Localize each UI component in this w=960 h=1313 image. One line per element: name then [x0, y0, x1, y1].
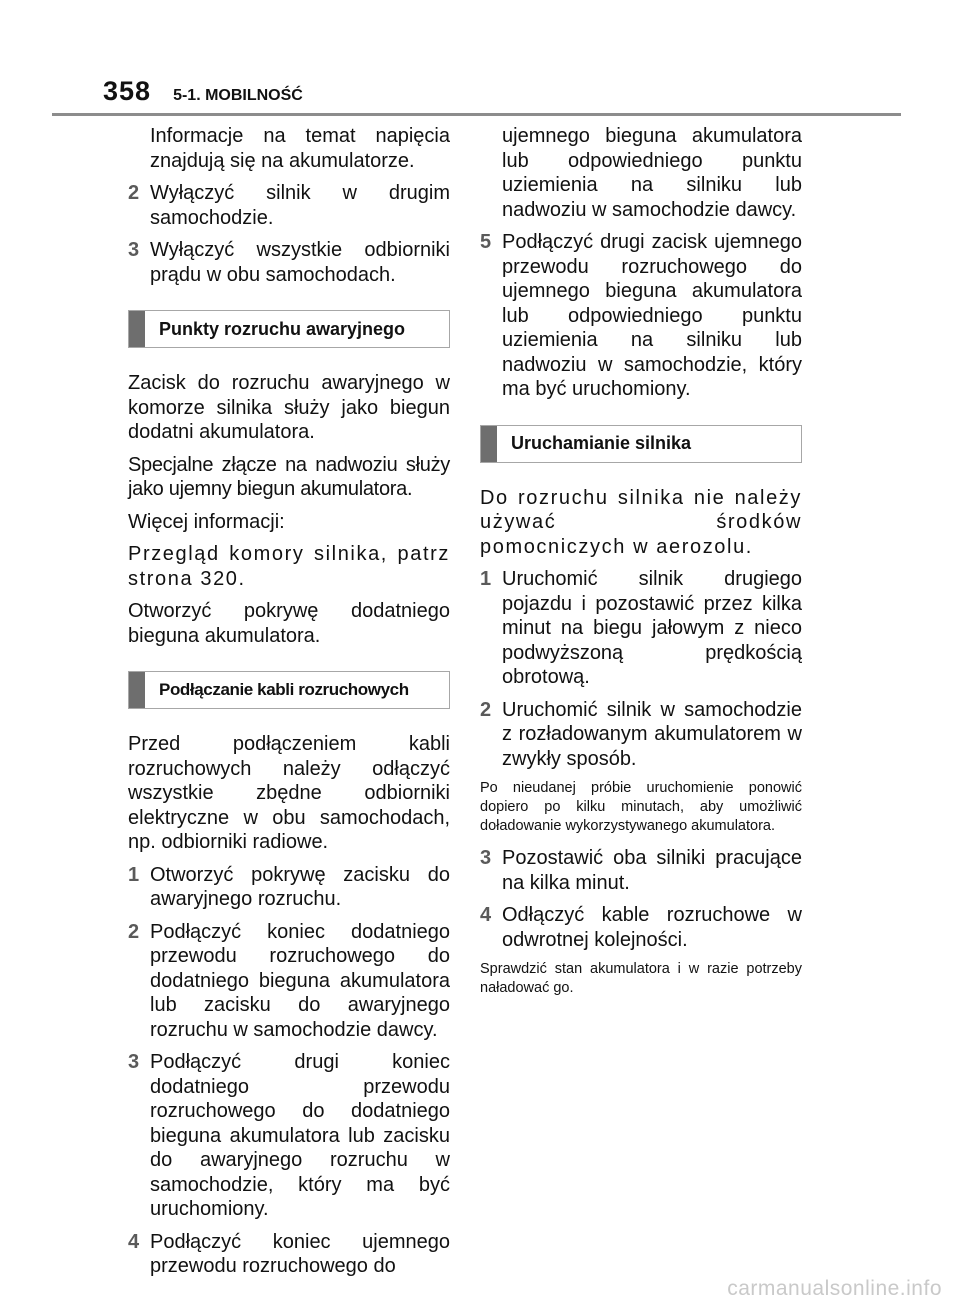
heading-marker-bar — [129, 672, 145, 708]
step-item — [128, 1230, 450, 1279]
step-text: Podłączyć drugi zacisk ujemnego przewodu rozruchowego do ujemnego bieguna akumulatora lub odpowiedniego punktu uziemienia na silniku lub nadwoziu w samochodzie, który ma być uruchomiony. — [502, 231, 802, 400]
header-rule — [52, 113, 901, 116]
step-continuation: ujemnego bieguna akumulatora lub odpowiedniego punktu uziemienia na silniku lub nadwoziu w samochodzie dawcy. — [502, 125, 802, 221]
step-item — [128, 920, 450, 1043]
step-text: Pozostawić oba silniki pracujące na kilka minut. — [502, 847, 802, 894]
step-number: 4 — [128, 1230, 140, 1253]
step-number: 2 — [128, 920, 140, 943]
paragraph: Zacisk do rozruchu awaryjnego w komorze silnika służy jako biegun dodatni akumulatora. — [128, 372, 450, 443]
step-text: Podłączyć koniec ujemnego przewodu rozruchowego do — [150, 1230, 450, 1277]
page-number: 358 — [103, 76, 152, 106]
section-heading: Uruchamianie silnika — [511, 433, 692, 453]
step-item — [480, 230, 802, 402]
section-title: 5-1. MOBILNOŚĆ — [173, 87, 303, 104]
step-item — [128, 238, 450, 287]
step-text: Odłączyć kable rozruchowe w odwrotnej kolejności. — [502, 904, 802, 951]
step-number: 3 — [480, 847, 492, 869]
paragraph: Do rozruchu silnika nie należy używać środków pomocniczych w aerozolu. — [480, 486, 802, 558]
right-column — [480, 124, 802, 1008]
section-heading: Podłączanie kabli rozruchowych — [159, 680, 409, 699]
section-heading-box — [128, 671, 450, 709]
section-heading-box — [128, 310, 450, 348]
paragraph: Otworzyć pokrywę dodatniego bieguna akumulatora. — [128, 600, 450, 647]
intro-text: Informacje na temat napięcia znajdują się na akumulatorze. — [150, 125, 450, 172]
step-text: Podłączyć koniec dodatniego przewodu rozruchowego do dodatniego bieguna akumulatora lub zacisku do awaryjnego rozruchu w samochodzie dawcy. — [150, 920, 450, 1041]
step-item — [128, 863, 450, 912]
step-item — [480, 567, 802, 690]
step-number: 2 — [128, 182, 140, 204]
step-number: 2 — [480, 698, 492, 721]
step-number: 5 — [480, 231, 492, 253]
step-number: 1 — [480, 568, 492, 590]
step-number: 3 — [128, 1051, 140, 1073]
step-text: Otworzyć pokrywę zacisku do awaryjnego rozruchu. — [150, 863, 450, 910]
step-item — [128, 1050, 450, 1222]
step-item — [128, 181, 450, 230]
note-text: Sprawdzić stan akumulatora i w razie potrzeby naładować go. — [480, 961, 802, 996]
paragraph: Przed podłączeniem kabli rozruchowych należy odłączyć wszystkie zbędne odbiorniki elektryczne w obu samochodach, np. odbiorniki radiowe. — [128, 733, 450, 853]
step-number: 4 — [480, 904, 492, 926]
step-number: 3 — [128, 239, 140, 261]
step-number: 1 — [128, 863, 140, 886]
step-item — [480, 903, 802, 952]
note-text: Po nieudanej próbie uruchomienie ponowić dopiero po kilku minutach, aby umożliwić doładowanie wykorzystywanego akumulatora. — [480, 780, 802, 834]
step-item — [480, 698, 802, 772]
left-column — [128, 124, 450, 1287]
step-text: Podłączyć drugi koniec dodatniego przewodu rozruchowego do dodatniego bieguna akumulatora lub zacisku do awaryjnego rozruchu w samochodzie, który ma być uruchomiony. — [150, 1051, 450, 1220]
step-text: Wyłączyć wszystkie odbiorniki prądu w obu samochodach. — [150, 239, 450, 286]
paragraph: Więcej informacji: — [128, 510, 285, 533]
paragraph: Przegląd komory silnika, patrz strona 320. — [128, 543, 450, 590]
section-heading: Punkty rozruchu awaryjnego — [159, 318, 406, 339]
heading-marker-bar — [481, 426, 497, 462]
section-heading-box — [480, 425, 802, 463]
heading-marker-bar — [129, 311, 145, 347]
watermark: carmanualsonline.info — [727, 1277, 942, 1300]
step-item — [480, 846, 802, 895]
step-text: Uruchomić silnik drugiego pojazdu i pozostawić przez kilka minut na biegu jałowym z nieco podwyższoną prędkością obrotową. — [502, 568, 802, 688]
page-header — [103, 76, 303, 107]
step-text: Wyłączyć silnik w drugim samochodzie. — [150, 182, 450, 229]
step-text: Uruchomić silnik w samochodzie z rozładowanym akumulatorem w zwykły sposób. — [502, 698, 802, 770]
paragraph: Specjalne złącze na nadwoziu służy jako ujemny biegun akumulatora. — [128, 453, 450, 500]
